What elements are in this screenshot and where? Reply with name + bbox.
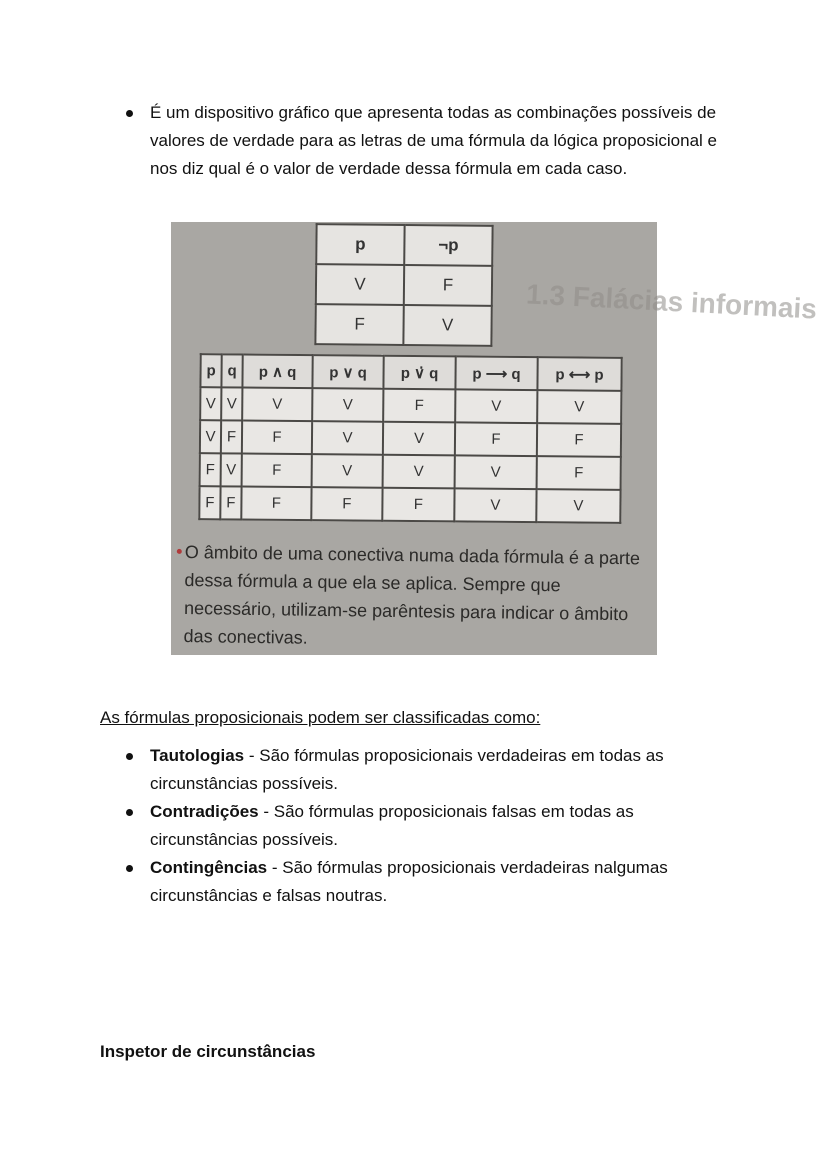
term-description: - São fórmulas proposicionais verdadeiras em todas as circunstâncias possíveis. <box>150 746 664 793</box>
table-cell: F <box>315 304 403 345</box>
header-exclusive-disjunction: p ∨̇ q <box>383 356 455 390</box>
neg-header-p: p <box>316 224 404 265</box>
table-cell: F <box>537 423 621 457</box>
table-cell: F <box>221 420 242 453</box>
table-cell: V <box>455 389 537 423</box>
bullet-dot <box>177 549 182 554</box>
table-cell: F <box>404 265 492 306</box>
table-cell: V <box>312 421 383 455</box>
term-description: - São fórmulas proposicionais verdadeiras nalgumas circunstâncias e falsas noutras. <box>150 858 668 905</box>
header-biconditional: p ⟷ p <box>537 357 621 391</box>
list-item <box>100 742 740 798</box>
classification-heading: As fórmulas proposicionais podem ser classificadas como: <box>100 708 541 727</box>
table-cell: F <box>241 487 311 521</box>
neg-header-not-p: ¬p <box>404 225 492 266</box>
table-cell: V <box>316 264 404 305</box>
table-cell: V <box>383 422 455 456</box>
term-contingencies: Contingências <box>150 858 268 877</box>
header-conditional: p ⟶ q <box>455 356 537 390</box>
table-cell: V <box>312 454 383 488</box>
table-cell: V <box>221 453 242 486</box>
truth-table-photo <box>171 222 818 655</box>
table-cell: V <box>200 420 221 453</box>
table-cell: F <box>242 454 312 488</box>
table-row <box>200 387 621 424</box>
table-row <box>199 486 620 523</box>
table-row <box>200 420 621 457</box>
intro-list <box>100 99 740 183</box>
table-row <box>315 304 491 346</box>
term-tautologies: Tautologias <box>150 746 245 765</box>
table-row <box>316 264 492 306</box>
table-cell: F <box>311 487 382 521</box>
note-text: O âmbito de uma conectiva numa dada fórmula é a parte dessa fórmula a que ela se aplica. Sempre que necessário, utilizam-se parêntesis para indicar o âmbito das conectivas. <box>183 541 641 648</box>
header-p: p <box>200 354 221 387</box>
bullet-dot <box>126 865 133 872</box>
table-cell: F <box>200 453 221 486</box>
table-row <box>200 453 621 490</box>
table-cell: V <box>536 489 620 523</box>
header-q: q <box>221 354 242 387</box>
table-cell: V <box>200 387 221 420</box>
table-cell: V <box>403 305 491 346</box>
table-cell: F <box>455 422 537 456</box>
photo-watermark: 1.3 Falácias informais <box>525 278 818 325</box>
negation-table <box>314 223 493 347</box>
connective-scope-note <box>183 538 655 657</box>
table-cell: F <box>382 488 454 522</box>
table-cell: F <box>383 389 455 423</box>
table-cell: F <box>199 486 220 519</box>
section-heading: Inspetor de circunstâncias <box>100 1042 316 1061</box>
table-cell: V <box>455 455 537 489</box>
table-cell: F <box>537 456 621 490</box>
connectives-truth-table <box>198 353 622 524</box>
header-conjunction: p ∧ q <box>242 355 312 389</box>
term-description: - São fórmulas proposicionais falsas em todas as circunstâncias possíveis. <box>150 802 634 849</box>
intro-text: É um dispositivo gráfico que apresenta todas as combinações possíveis de valores de verdade para as letras de uma fórmula da lógica proposicional e nos diz qual é o valor de verdade dessa fórmula em cada caso. <box>150 103 717 178</box>
table-cell: V <box>312 388 383 422</box>
table-cell: V <box>383 455 455 489</box>
bullet-dot <box>126 753 133 760</box>
table-cell: V <box>242 388 312 422</box>
list-item <box>100 854 740 910</box>
bullet-dot <box>126 110 133 117</box>
bullet-dot <box>126 809 133 816</box>
table-cell: V <box>221 387 242 420</box>
header-disjunction: p ∨ q <box>312 355 383 389</box>
classification-list <box>100 742 740 910</box>
table-cell: F <box>242 421 312 455</box>
table-cell: V <box>454 488 536 522</box>
list-item <box>100 798 740 854</box>
table-cell: V <box>537 390 621 424</box>
table-cell: F <box>220 486 241 519</box>
intro-bullet <box>100 99 740 183</box>
term-contradictions: Contradições <box>150 802 259 821</box>
